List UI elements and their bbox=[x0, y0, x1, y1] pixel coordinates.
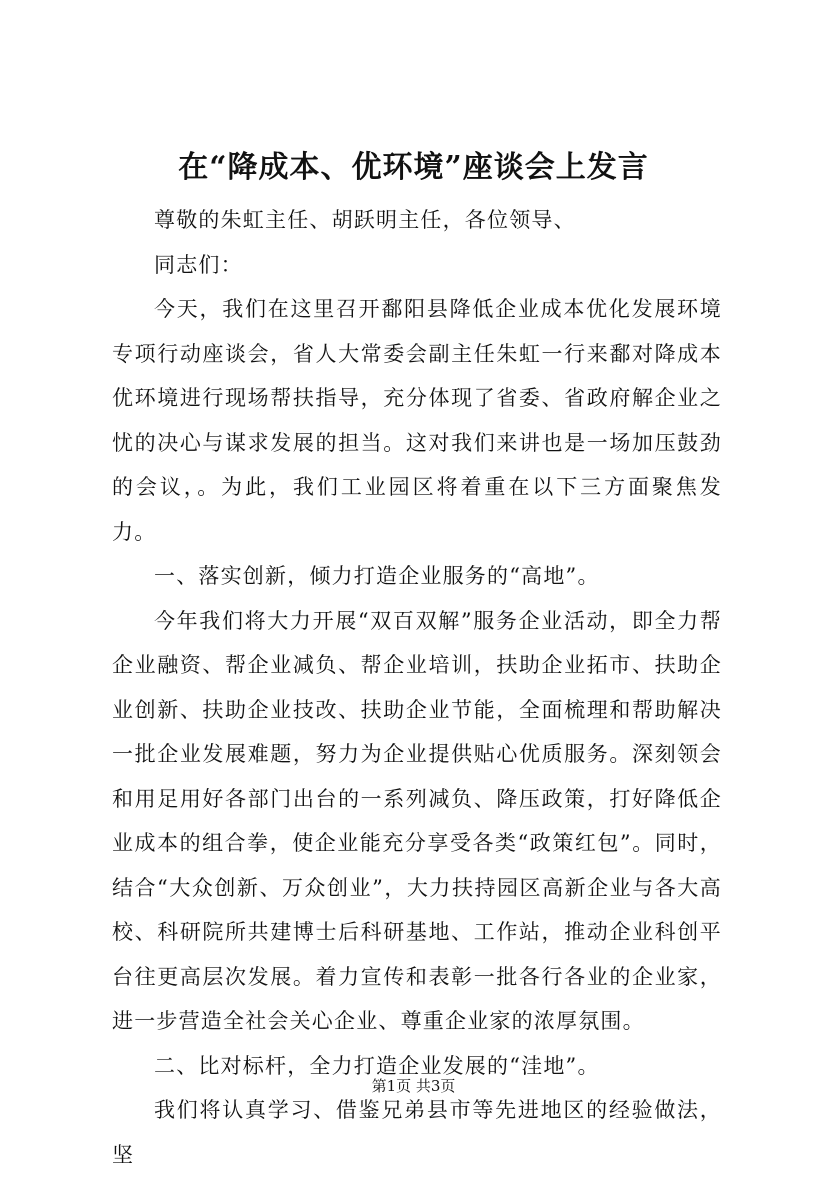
page-footer: 第1页 共3页 bbox=[371, 1077, 456, 1095]
document-body bbox=[112, 198, 722, 1177]
document-title: 在“降成本、优环境”座谈会上发言 bbox=[178, 150, 649, 185]
section-heading-1: 一、落实创新，倾力打造企业服务的“高地”。 bbox=[154, 564, 600, 588]
salutation-line-1: 尊敬的朱虹主任、胡跃明主任，各位领导、 bbox=[154, 208, 576, 232]
section-heading-2: 二、比对标杆，全力打造企业发展的“洼地”。 bbox=[154, 1053, 600, 1078]
body-paragraph: 今天，我们在这里召开鄱阳县降低企业成本优化发展环境专项行动座谈会，省人大常委会副主任朱虹一行来鄱对降成本优环境进行现场帮扶指导，充分体现了省委、省政府解企业之忧的决心与谋求发展的担当。这对我们来讲也是一场加压鼓劲的会议，。为此，我们工业园区将着重在以下三方面聚焦发力。 bbox=[112, 297, 722, 544]
salutation-line-2: 同志们： bbox=[154, 252, 243, 277]
body-paragraph: 我们将认真学习、借鉴兄弟县市等先进地区的经验做法，坚 bbox=[112, 1098, 722, 1167]
body-paragraph: 今年我们将大力开展“双百双解”服务企业活动，即全力帮企业融资、帮企业减负、帮企业培训，扶助企业拓市、扶助企业创新、扶助企业技改、扶助企业节能，全面梳理和帮助解决一批企业发展难题，努力为企业提供贴心优质服务。深刻领会和用足用好各部门出台的一系列减负、降压政策，打好降低企业成本的组合拳，使企业能充分享受各类“政策红包”。同时，结合“大众创新、万众创业”，大力扶持园区高新企业与各大高校、科研院所共建博士后科研基地、工作站，推动企业科创平台往更高层次发展。着力宣传和表彰一批各行各业的企业家，进一步营造全社会关心企业、尊重企业家的浓厚氛围。 bbox=[112, 608, 722, 1033]
